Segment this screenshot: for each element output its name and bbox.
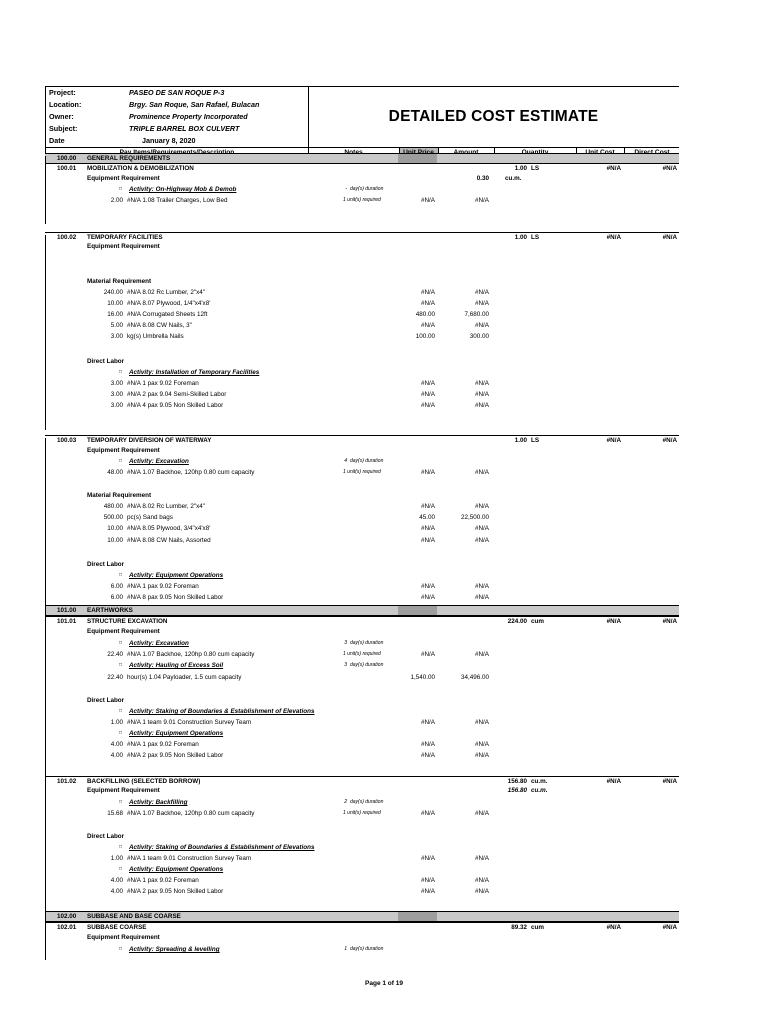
line-description: kg(s) Umbrella Nails (127, 333, 184, 340)
line-description: #N/A 1 pax 9.02 Foreman (127, 741, 199, 748)
detail-row (45, 854, 679, 863)
page-title: DETAILED COST ESTIMATE (388, 108, 599, 125)
activity-label: Activity: Equipment Operations (129, 730, 224, 737)
checkbox-icon: □ (119, 844, 123, 850)
item-description: Direct Labor (87, 833, 125, 840)
table-border (45, 156, 46, 224)
subject-label: Subject: (49, 124, 78, 133)
amount: 7,680.00 (464, 311, 489, 318)
line-quantity: 6.00 (110, 583, 123, 590)
amount: #N/A (475, 402, 489, 409)
detail-row (45, 457, 679, 466)
detail-row (45, 887, 679, 896)
unit-cost: #N/A (606, 437, 621, 444)
detail-row (45, 491, 679, 500)
direct-cost: #N/A (662, 618, 677, 625)
quantity-unit: cum (531, 924, 544, 931)
detail-row (45, 843, 679, 852)
line-quantity: 3.00 (110, 391, 123, 398)
direct-cost: #N/A (662, 924, 677, 931)
detail-row (45, 786, 679, 795)
owner-value: Prominence Property Incorporated (129, 112, 248, 121)
sub-quantity-unit: cu.m. (531, 787, 548, 794)
detail-row (45, 707, 679, 716)
note-count: 3 (344, 640, 347, 646)
line-quantity: 22.40 (107, 651, 123, 658)
unit-price: #N/A (421, 888, 435, 895)
amount: #N/A (475, 537, 489, 544)
detail-row (45, 196, 679, 205)
unit-price: #N/A (421, 380, 435, 387)
item-description: STRUCTURE EXCAVATION (87, 618, 168, 625)
unit-price: 480.00 (415, 311, 435, 318)
shaded-cell (398, 606, 437, 615)
amount: #N/A (475, 752, 489, 759)
quantity: 224.00 (507, 618, 527, 625)
detail-row (45, 332, 679, 341)
activity-label: Activity: Equipment Operations (129, 572, 224, 579)
detail-row (45, 277, 679, 286)
item-description: Material Requirement (87, 278, 152, 285)
item-description: Direct Labor (87, 561, 125, 568)
item-description: TEMPORARY DIVERSION OF WATERWAY (87, 437, 212, 444)
amount: #N/A (475, 469, 489, 476)
note-count: 1 (344, 946, 347, 952)
checkbox-icon: □ (119, 662, 123, 668)
detail-row (45, 582, 679, 591)
detail-row (45, 661, 679, 670)
item-code: 100.01 (57, 165, 77, 172)
amount: #N/A (475, 300, 489, 307)
amount: #N/A (475, 810, 489, 817)
checkbox-icon: □ (119, 730, 123, 736)
line-description: #N/A 8.02 Rc Lumber, 2"x4" (127, 503, 205, 510)
activity-label: Activity: Staking of Boundaries & Establishment of Elevations (129, 844, 315, 851)
line-description: #N/A 8.08 CW Nails, Assorted (127, 537, 211, 544)
sub-quantity: 156.80 (507, 787, 527, 794)
amount: 0.30 (476, 175, 489, 182)
line-description: #N/A 1.07 Backhoe, 120hp 0.80 cum capacity (127, 651, 255, 658)
detail-row (45, 513, 679, 522)
pay-item-row (45, 163, 679, 173)
amount: #N/A (475, 594, 489, 601)
item-description: EARTHWORKS (87, 607, 133, 614)
note-text: day(s) duration (350, 458, 384, 464)
detail-row (45, 288, 679, 297)
checkbox-icon: □ (119, 186, 123, 192)
amount: #N/A (475, 503, 489, 510)
cost-estimate-sheet (45, 86, 679, 158)
detail-row (45, 673, 679, 682)
checkbox-icon: □ (119, 572, 123, 578)
unit-price: #N/A (421, 594, 435, 601)
detail-row (45, 321, 679, 330)
table-border (45, 608, 46, 960)
detail-row (45, 524, 679, 533)
item-code: 102.00 (57, 913, 77, 920)
unit-cost: #N/A (606, 618, 621, 625)
checkbox-icon: □ (119, 458, 123, 464)
detail-row (45, 299, 679, 308)
line-quantity: 3.00 (110, 333, 123, 340)
detail-row (45, 185, 679, 194)
line-description: #N/A 2 pax 9.05 Non Skilled Labor (127, 888, 224, 895)
item-code: 101.01 (57, 618, 77, 625)
line-quantity: 4.00 (110, 877, 123, 884)
line-quantity: 1.00 (110, 719, 123, 726)
line-quantity: 22.40 (107, 674, 123, 681)
note-text: 1 unit(s) required (343, 810, 381, 816)
note-count: 4 (344, 458, 347, 464)
amount: #N/A (475, 651, 489, 658)
detail-row (45, 865, 679, 874)
amount: #N/A (475, 322, 489, 329)
line-description: #N/A 2 pax 9.04 Semi-Skilled Labor (127, 391, 227, 398)
unit-price: 45.00 (419, 514, 435, 521)
detail-row (45, 446, 679, 455)
item-description: SUBBASE COARSE (87, 924, 147, 931)
detail-row (45, 650, 679, 659)
detail-row (45, 696, 679, 705)
line-description: #N/A 1 team 9.01 Construction Survey Team (127, 855, 252, 862)
unit-price: #N/A (421, 810, 435, 817)
line-description: #N/A 2 pax 9.05 Non Skilled Labor (127, 752, 224, 759)
direct-cost: #N/A (662, 778, 677, 785)
line-description: hour(s) 1.04 Payloader, 1.5 cum capacity (127, 674, 242, 681)
subject-value: TRIPLE BARREL BOX CULVERT (129, 124, 240, 133)
quantity: 1.00 (514, 437, 527, 444)
detail-row (45, 502, 679, 511)
item-code: 102.01 (57, 924, 77, 931)
item-description: GENERAL REQUIREMENTS (87, 155, 171, 162)
line-quantity: 48.00 (107, 469, 123, 476)
date-value: January 8, 2020 (142, 136, 196, 145)
detail-row (45, 876, 679, 885)
note-count: - (345, 186, 347, 192)
checkbox-icon: □ (119, 946, 123, 952)
detail-row (45, 718, 679, 727)
location-value: Brgy. San Roque, San Rafael, Bulacan (129, 100, 260, 109)
line-description: #N/A 8.08 CW Nails, 3" (127, 322, 192, 329)
pay-item-row (45, 616, 679, 626)
unit-price: #N/A (421, 583, 435, 590)
item-description: Equipment Requirement (87, 447, 160, 454)
line-quantity: 10.00 (107, 537, 123, 544)
item-code: 100.02 (57, 234, 77, 241)
quantity-unit: cum (531, 618, 544, 625)
owner-label: Owner: (49, 112, 74, 121)
quantity-unit: LS (531, 234, 540, 241)
detail-row (45, 809, 679, 818)
line-quantity: 5.00 (110, 322, 123, 329)
item-description: TEMPORARY FACILITIES (87, 234, 163, 241)
amount: #N/A (475, 380, 489, 387)
date-label: Date (49, 136, 65, 145)
amount: 22,500.00 (460, 514, 489, 521)
detail-row (45, 560, 679, 569)
line-quantity: 10.00 (107, 300, 123, 307)
activity-label: Activity: Spreading & levelling (129, 946, 220, 953)
unit-price: #N/A (421, 289, 435, 296)
location-label: Location: (49, 100, 82, 109)
activity-label: Activity: Backfilling (129, 799, 188, 806)
unit-price: #N/A (421, 300, 435, 307)
page-number: Page 1 of 19 (365, 980, 403, 987)
line-description: pc(s) Sand bags (127, 514, 173, 521)
line-quantity: 4.00 (110, 888, 123, 895)
detail-row (45, 933, 679, 942)
note-text: day(s) duration (350, 662, 384, 668)
detail-row (45, 357, 679, 366)
detail-row (45, 174, 679, 183)
checkbox-icon: □ (119, 866, 123, 872)
unit-cost: #N/A (606, 234, 621, 241)
item-description: Equipment Requirement (87, 628, 160, 635)
line-quantity: 10.00 (107, 525, 123, 532)
item-code: 100.03 (57, 437, 77, 444)
amount: #N/A (475, 719, 489, 726)
detail-row (45, 379, 679, 388)
checkbox-icon: □ (119, 640, 123, 646)
line-description: #N/A 1.08 Trailer Charges, Low Bed (127, 197, 228, 204)
item-description: Equipment Requirement (87, 175, 160, 182)
line-quantity: 6.00 (110, 594, 123, 601)
activity-label: Activity: Installation of Temporary Facilities (129, 369, 260, 376)
table-border (45, 235, 46, 430)
note-text: 1 unit(s) required (343, 651, 381, 657)
item-description: Equipment Requirement (87, 787, 160, 794)
amount: #N/A (475, 583, 489, 590)
note-count: 3 (344, 662, 347, 668)
unit-price: 1,540.00 (410, 674, 435, 681)
detail-row (45, 390, 679, 399)
unit-price: #N/A (421, 877, 435, 884)
unit-price: 100.00 (415, 333, 435, 340)
line-quantity: 15.68 (107, 810, 123, 817)
amount: #N/A (475, 888, 489, 895)
note-text: 1 unit(s) required (343, 197, 381, 203)
detail-row (45, 401, 679, 410)
line-description: #N/A 8.05 Plywood, 3/4"x4'x8' (127, 525, 211, 532)
amount: #N/A (475, 289, 489, 296)
shaded-cell (398, 154, 437, 163)
item-description: SUBBASE AND BASE COARSE (87, 913, 181, 920)
item-description: Material Requirement (87, 492, 152, 499)
quantity: 1.00 (514, 165, 527, 172)
detail-row (45, 832, 679, 841)
detail-row (45, 571, 679, 580)
unit-price: #N/A (421, 322, 435, 329)
section-header-row (45, 605, 679, 616)
line-description: #N/A 1 team 9.01 Construction Survey Team (127, 719, 252, 726)
line-description: #N/A 1.07 Backhoe, 120hp 0.80 cum capacity (127, 469, 255, 476)
amount: #N/A (475, 525, 489, 532)
pay-item-row (45, 922, 679, 932)
line-quantity: 3.00 (110, 380, 123, 387)
detail-row (45, 627, 679, 636)
item-description: Equipment Requirement (87, 934, 160, 941)
detail-row (45, 639, 679, 648)
item-description: Equipment Requirement (87, 243, 160, 250)
quantity-unit: LS (531, 437, 540, 444)
line-description: #N/A 8.02 Rc Lumber, 2"x4" (127, 289, 205, 296)
detail-row (45, 740, 679, 749)
item-description: MOBILIZATION & DEMOBILIZATION (87, 165, 194, 172)
direct-cost: #N/A (662, 437, 677, 444)
line-description: #N/A 1.07 Backhoe, 120hp 0.80 cum capacity (127, 810, 255, 817)
quantity: 89.32 (511, 924, 527, 931)
table-border (45, 438, 46, 608)
line-quantity: 2.00 (110, 197, 123, 204)
quantity: 1.00 (514, 234, 527, 241)
amount: #N/A (475, 391, 489, 398)
line-description: #N/A 4 pax 9.05 Non Skilled Labor (127, 402, 224, 409)
unit-price: #N/A (421, 537, 435, 544)
header-block (45, 86, 679, 148)
unit-price: #N/A (421, 197, 435, 204)
detail-row (45, 536, 679, 545)
activity-label: Activity: On-Highway Mob & Demob (129, 186, 237, 193)
unit-price: #N/A (421, 719, 435, 726)
project-label: Project: (49, 88, 76, 97)
note-text: day(s) duration (350, 640, 384, 646)
unit-price: #N/A (421, 752, 435, 759)
checkbox-icon: □ (119, 708, 123, 714)
note-text: 1 unit(s) required (343, 469, 381, 475)
line-quantity: 1.00 (110, 855, 123, 862)
line-description: #N/A 1 pax 9.02 Foreman (127, 583, 199, 590)
unit-cost: #N/A (606, 165, 621, 172)
amount: 34,496.00 (460, 674, 489, 681)
amount: #N/A (475, 877, 489, 884)
project-info (46, 87, 309, 147)
detail-row (45, 593, 679, 602)
line-quantity: 4.00 (110, 752, 123, 759)
note-text: day(s) duration (350, 946, 384, 952)
section-header-row (45, 911, 679, 922)
line-description: #N/A Corrugated Sheets 12ft (127, 311, 208, 318)
activity-label: Activity: Excavation (129, 640, 189, 647)
shaded-cell (398, 912, 437, 921)
direct-cost: #N/A (662, 234, 677, 241)
checkbox-icon: □ (119, 799, 123, 805)
item-code: 101.02 (57, 778, 77, 785)
line-quantity: 4.00 (110, 741, 123, 748)
amount: #N/A (475, 741, 489, 748)
amount: 300.00 (469, 333, 489, 340)
line-quantity: 500.00 (103, 514, 123, 521)
item-description: Direct Labor (87, 358, 125, 365)
detail-row (45, 751, 679, 760)
quantity-unit: cu.m. (531, 778, 548, 785)
note-text: day(s) duration (350, 799, 384, 805)
unit-price: #N/A (421, 402, 435, 409)
unit-price: #N/A (421, 651, 435, 658)
unit-price: #N/A (421, 469, 435, 476)
detail-row (45, 242, 679, 251)
line-description: #N/A 1 pax 9.02 Foreman (127, 380, 199, 387)
detail-row (45, 729, 679, 738)
unit-price: #N/A (421, 741, 435, 748)
pay-item-row (45, 232, 679, 242)
amount-unit: cu.m. (505, 175, 522, 182)
detail-row (45, 310, 679, 319)
line-quantity: 3.00 (110, 402, 123, 409)
pay-item-row (45, 776, 679, 786)
unit-price: #N/A (421, 525, 435, 532)
pay-item-row (45, 435, 679, 445)
item-description: BACKFILLING (SELECTED BORROW) (87, 778, 201, 785)
quantity: 156.80 (507, 778, 527, 785)
line-quantity: 480.00 (103, 503, 123, 510)
activity-label: Activity: Staking of Boundaries & Establishment of Elevations (129, 708, 315, 715)
item-code: 100.00 (57, 155, 77, 162)
unit-cost: #N/A (606, 778, 621, 785)
unit-price: #N/A (421, 391, 435, 398)
activity-label: Activity: Excavation (129, 458, 189, 465)
activity-label: Activity: Hauling of Excess Soil (129, 662, 224, 669)
note-count: 2 (344, 799, 347, 805)
line-quantity: 240.00 (103, 289, 123, 296)
project-name: PASEO DE SAN ROQUE P-3 (129, 88, 225, 97)
checkbox-icon: □ (119, 369, 123, 375)
direct-cost: #N/A (662, 165, 677, 172)
detail-row (45, 798, 679, 807)
detail-row (45, 368, 679, 377)
quantity-unit: LS (531, 165, 540, 172)
line-quantity: 16.00 (107, 311, 123, 318)
unit-price: #N/A (421, 855, 435, 862)
unit-price: #N/A (421, 503, 435, 510)
line-description: #N/A 1 pax 9.02 Foreman (127, 877, 199, 884)
item-description: Direct Labor (87, 697, 125, 704)
unit-cost: #N/A (606, 924, 621, 931)
activity-label: Activity: Equipment Operations (129, 866, 224, 873)
detail-row (45, 468, 679, 477)
item-code: 101.00 (57, 607, 77, 614)
line-description: #N/A 8 pax 9.05 Non Skilled Labor (127, 594, 224, 601)
amount: #N/A (475, 197, 489, 204)
line-description: #N/A 8.07 Plywood, 1/4"x4'x8' (127, 300, 211, 307)
detail-row (45, 945, 679, 954)
amount: #N/A (475, 855, 489, 862)
note-text: day(s) duration (350, 186, 384, 192)
